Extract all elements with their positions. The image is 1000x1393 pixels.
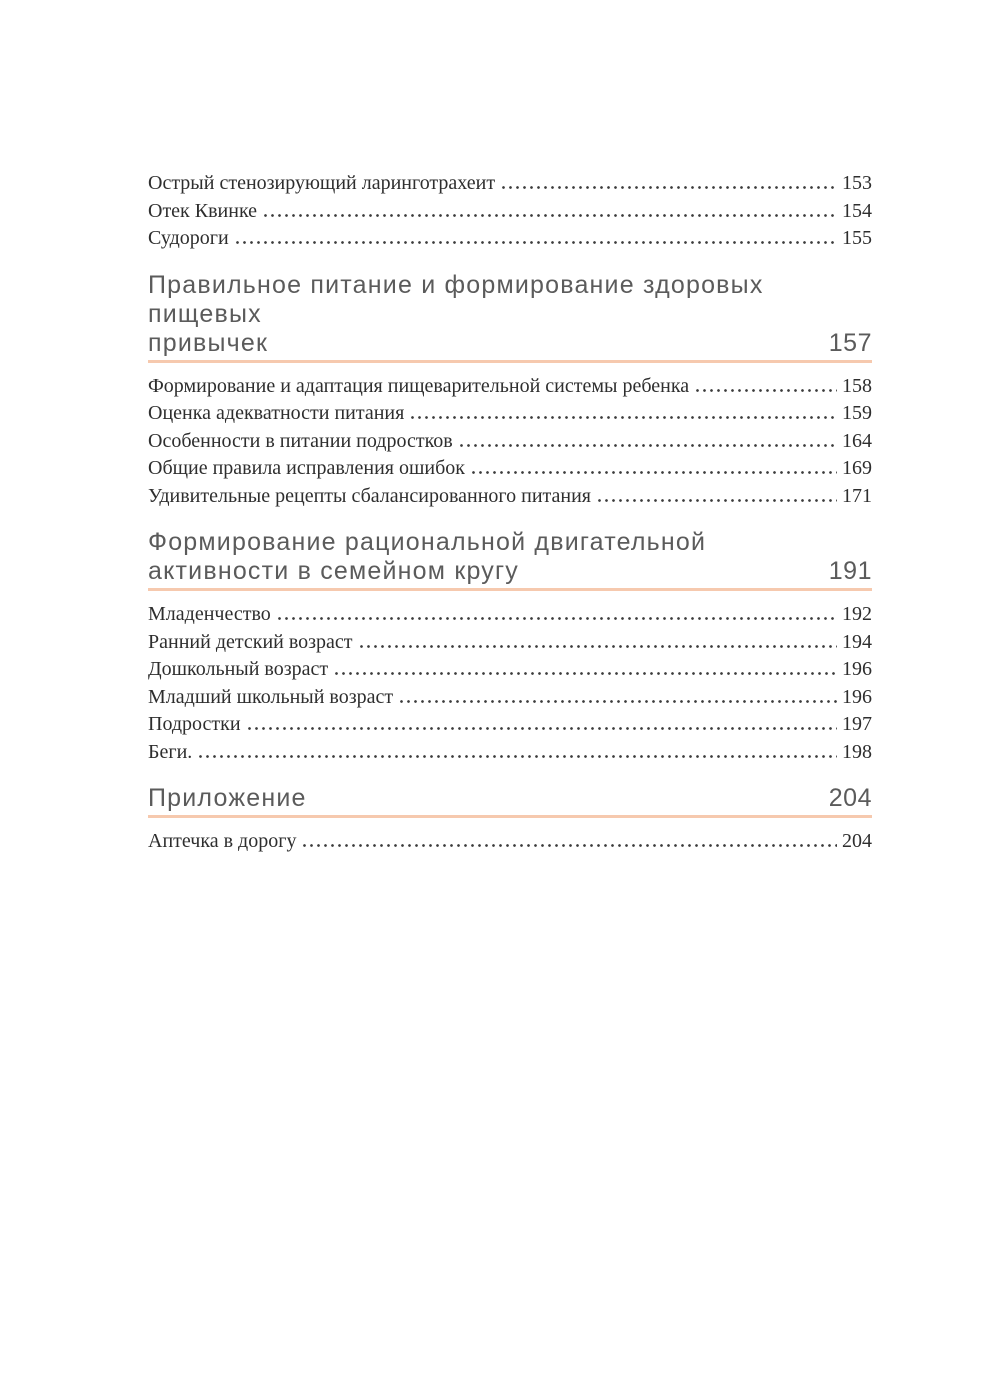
section-page-number: 191 <box>828 557 872 585</box>
toc-entry-page: 171 <box>842 484 872 507</box>
toc-entry-label: Острый стенозирующий ларинготрахеит <box>148 172 496 194</box>
toc-leader-dots <box>500 186 837 189</box>
toc-leader-dots <box>246 727 837 730</box>
section-title <box>148 271 872 358</box>
toc-entry-label: Оценка адекватности питания <box>148 402 405 424</box>
section-title-line: привычек <box>148 328 269 357</box>
section-title <box>148 784 872 813</box>
toc-leader-dots <box>262 214 837 217</box>
toc-leader-dots <box>358 645 837 648</box>
toc-leader-dots <box>694 389 837 392</box>
toc-entry-page: 196 <box>842 685 872 708</box>
toc-entry <box>148 684 872 712</box>
toc-entry-label: Младший школьный возраст <box>148 685 394 708</box>
toc-entry-label: Особенности в питании подростков <box>148 429 453 452</box>
toc-entry-page: 153 <box>842 172 872 194</box>
toc-entry-label: Ранний детский возраст <box>148 630 353 653</box>
toc-leader-dots <box>596 499 837 502</box>
toc-leader-dots <box>470 471 837 474</box>
toc-entry-label: Подростки <box>148 713 241 735</box>
toc-entry-label: Аптечка в дорогу <box>148 830 297 852</box>
toc-entry-label: Младенчество <box>148 603 271 625</box>
section-page-number: 204 <box>828 784 872 812</box>
toc-leader-dots <box>409 416 837 419</box>
toc-entry <box>148 225 872 253</box>
section-title-line: активности в семейном кругу <box>148 557 519 585</box>
toc-entry-label: Формирование и адаптация пищеварительной системы ребенка <box>148 374 690 397</box>
section-title <box>148 528 872 586</box>
toc-entry-group-activity <box>148 601 872 766</box>
toc-entry-group-appendix <box>148 828 872 856</box>
toc-entry <box>148 601 872 629</box>
toc-entry-page: 155 <box>842 227 872 249</box>
toc-entry <box>148 629 872 657</box>
section-title-line: Приложение <box>148 784 307 812</box>
section-page-number: 157 <box>828 328 872 357</box>
toc-entry-label: Судороги <box>148 227 229 249</box>
toc-entry-group-intro <box>148 170 872 253</box>
toc-entry-label: Беги. <box>148 740 193 763</box>
toc-entry <box>148 483 872 511</box>
toc-entry <box>148 373 872 401</box>
toc-entry <box>148 198 872 226</box>
toc-leader-dots <box>398 700 837 703</box>
toc-entry-page: 159 <box>842 402 872 424</box>
toc-entry <box>148 828 872 856</box>
toc-entry <box>148 428 872 456</box>
toc-entry-page: 164 <box>842 429 872 452</box>
toc-leader-dots <box>276 617 837 620</box>
toc-entry-page: 197 <box>842 713 872 735</box>
toc-content <box>148 170 872 856</box>
toc-entry <box>148 739 872 767</box>
toc-leader-dots <box>234 241 837 244</box>
toc-leader-dots <box>301 844 837 847</box>
section-heading-appendix <box>148 784 872 818</box>
section-title-line: Правильное питание и формирование здоровых пищевых <box>148 270 764 328</box>
section-heading-nutrition <box>148 271 872 363</box>
toc-entry-label: Общие правила исправления ошибок <box>148 457 465 479</box>
toc-entry <box>148 170 872 198</box>
toc-entry-label: Отек Квинке <box>148 199 258 222</box>
toc-entry <box>148 400 872 428</box>
toc-entry-page: 194 <box>842 630 872 653</box>
toc-entry <box>148 455 872 483</box>
toc-entry <box>148 656 872 684</box>
toc-entry-page: 204 <box>842 830 872 852</box>
toc-entry-label: Дошкольный возраст <box>148 658 329 680</box>
section-title-line: Формирование рациональной двигательной <box>148 528 707 556</box>
toc-entry <box>148 711 872 739</box>
toc-leader-dots <box>333 672 837 675</box>
toc-entry-page: 158 <box>842 374 872 397</box>
toc-entry-page: 192 <box>842 603 872 625</box>
toc-entry-group-nutrition <box>148 373 872 511</box>
section-heading-activity <box>148 528 872 591</box>
toc-entry-page: 198 <box>842 740 872 763</box>
toc-entry-label: Удивительные рецепты сбалансированного питания <box>148 484 591 507</box>
toc-leader-dots <box>197 755 837 758</box>
toc-entry-page: 169 <box>842 457 872 479</box>
toc-entry-page: 196 <box>842 658 872 680</box>
toc-leader-dots <box>458 444 837 447</box>
toc-entry-page: 154 <box>842 199 872 222</box>
